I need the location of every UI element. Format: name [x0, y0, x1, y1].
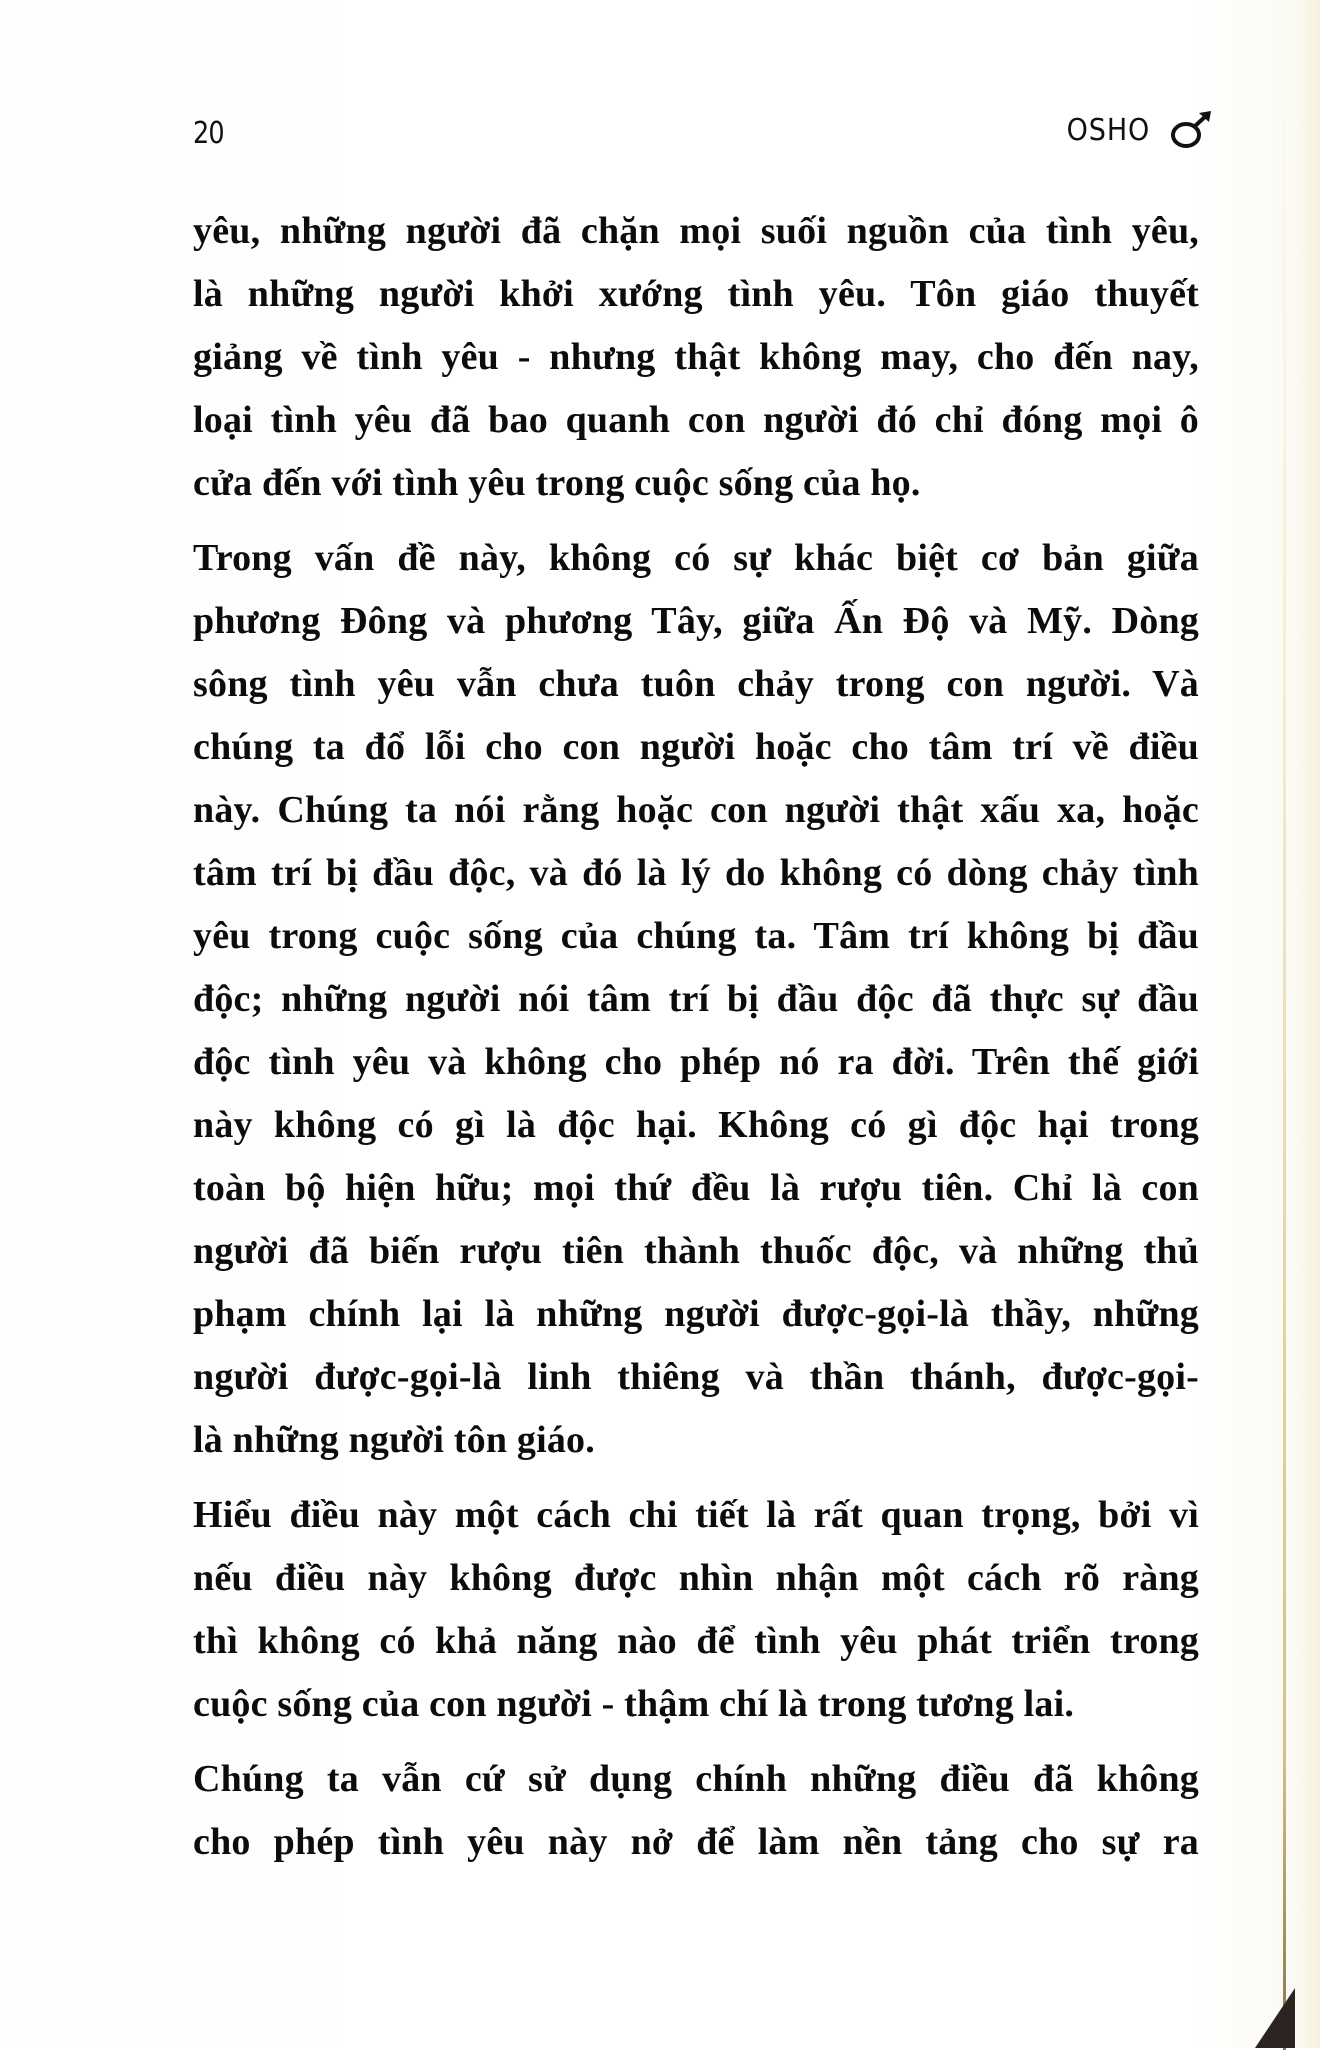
- text-line: chúng ta đổ lỗi cho con người hoặc cho tâm trí về điều: [193, 726, 1199, 768]
- text-line: độc tình yêu và không cho phép nó ra đời. Trên thế giới: [193, 1041, 1199, 1083]
- text-line: yêu, những người đã chặn mọi suối nguồn của tình yêu,: [193, 210, 1199, 252]
- text-line: này. Chúng ta nói rằng hoặc con người thật xấu xa, hoặc: [193, 789, 1199, 831]
- text-line: sông tình yêu vẫn chưa tuôn chảy trong con người. Và: [193, 663, 1199, 705]
- text-line: yêu trong cuộc sống của chúng ta. Tâm trí không bị đầu: [193, 915, 1199, 957]
- text-line: cuộc sống của con người - thậm chí là trong tương lai.: [193, 1683, 1075, 1725]
- mars-symbol-icon: [1169, 110, 1213, 150]
- text-line: người được-gọi-là linh thiêng và thần thánh, được-gọi-: [193, 1356, 1199, 1398]
- paragraph-3: [193, 1484, 1199, 1736]
- text-line: là những người khởi xướng tình yêu. Tôn giáo thuyết: [193, 273, 1199, 315]
- text-line: này không có gì là độc hại. Không có gì độc hại trong: [193, 1104, 1199, 1146]
- text-line: toàn bộ hiện hữu; mọi thứ đều là rượu tiên. Chỉ là con: [193, 1167, 1199, 1209]
- text-line: cho phép tình yêu này nở để làm nền tảng cho sự ra: [193, 1821, 1199, 1863]
- body-text: [193, 200, 1199, 1886]
- paragraph-2: [193, 527, 1199, 1472]
- text-line: loại tình yêu đã bao quanh con người đó chỉ đóng mọi ô: [193, 399, 1199, 441]
- paragraph-1: [193, 200, 1199, 515]
- page-header: [193, 110, 1213, 160]
- text-line: nếu điều này không được nhìn nhận một cách rõ ràng: [193, 1557, 1199, 1599]
- text-line: thì không có khả năng nào để tình yêu phát triển trong: [193, 1620, 1199, 1662]
- paragraph-4: [193, 1748, 1199, 1874]
- text-line: là những người tôn giáo.: [193, 1419, 595, 1461]
- text-line: Chúng ta vẫn cứ sử dụng chính những điều đã không: [193, 1758, 1199, 1800]
- running-title: OSHO: [1066, 112, 1151, 148]
- text-line: giảng về tình yêu - nhưng thật không may, cho đến nay,: [193, 336, 1199, 378]
- page-number: 20: [193, 116, 224, 151]
- text-line: Hiểu điều này một cách chi tiết là rất quan trọng, bởi vì: [193, 1494, 1199, 1536]
- text-line: người đã biến rượu tiên thành thuốc độc, và những thủ: [193, 1230, 1199, 1272]
- running-head: [1062, 110, 1213, 150]
- text-line: tâm trí bị đầu độc, và đó là lý do không có dòng chảy tình: [193, 852, 1199, 894]
- page-edge-shadow: [1283, 60, 1286, 2050]
- text-line: phạm chính lại là những người được-gọi-là thầy, những: [193, 1293, 1199, 1335]
- text-line: Trong vấn đề này, không có sự khác biệt cơ bản giữa: [193, 537, 1199, 579]
- text-line: cửa đến với tình yêu trong cuộc sống của họ.: [193, 462, 921, 504]
- page-corner-curl: [1255, 1988, 1295, 2048]
- text-line: độc; những người nói tâm trí bị đầu độc đã thực sự đầu: [193, 978, 1199, 1020]
- text-line: phương Đông và phương Tây, giữa Ấn Độ và Mỹ. Dòng: [193, 600, 1199, 642]
